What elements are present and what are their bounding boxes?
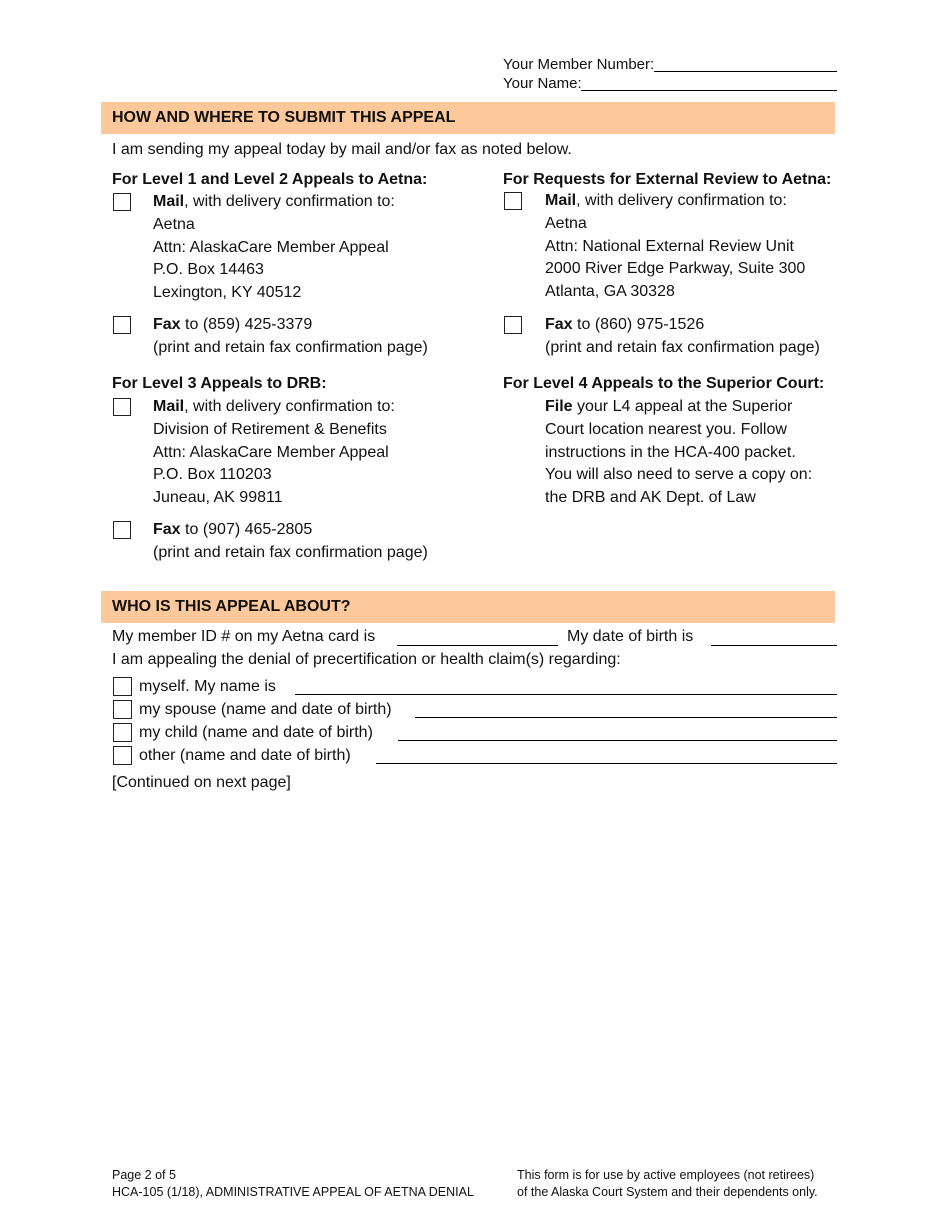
instruction-line: your L4 appeal at the Superior [572,398,793,415]
fax-label: Fax [545,316,573,333]
level3-fax-checkbox[interactable] [113,521,131,539]
member-number-field[interactable] [654,71,837,72]
external-mail-block [545,190,805,304]
child-field[interactable] [398,740,837,741]
spouse-field[interactable] [415,717,837,718]
fax-label: Fax [153,521,181,538]
level3-heading: For Level 3 Appeals to DRB: [112,375,327,392]
level3-fax-block [153,519,428,565]
address-line: Lexington, KY 40512 [153,284,302,302]
footer-left [112,1167,474,1201]
address-line: P.O. Box 14463 [153,261,264,279]
member-id-field[interactable] [397,645,558,646]
address-line: P.O. Box 110203 [153,466,272,484]
dob-label: My date of birth is [567,628,694,645]
address-line: Aetna [545,214,587,232]
mail-label: Mail [545,192,577,209]
address-line: Juneau, AK 99811 [153,489,283,507]
file-label: File [545,398,573,415]
external-fax-block [545,314,820,360]
instruction-line: instructions in the HCA-400 packet. [545,443,796,461]
dob-field[interactable] [711,645,837,646]
level12-fax-block [153,314,428,360]
external-mail-checkbox[interactable] [504,192,522,210]
external-heading: For Requests for External Review to Aetna: [503,171,832,188]
external-fax-checkbox[interactable] [504,316,522,334]
myself-name-field[interactable] [295,694,837,695]
section-title: HOW AND WHERE TO SUBMIT THIS APPEAL [112,109,456,126]
address-line: Attn: AlaskaCare Member Appeal [153,238,389,256]
level4-instructions [545,396,812,510]
level12-mail-block [153,191,395,305]
other-field[interactable] [376,763,837,764]
fax-number: to (860) 975-1526 [572,316,705,333]
level4-heading: For Level 4 Appeals to the Superior Court: [503,375,825,392]
section-header-who [101,591,835,623]
level12-fax-checkbox[interactable] [113,316,131,334]
child-checkbox[interactable] [113,723,132,742]
address-line: Atlanta, GA 30328 [545,283,675,301]
member-id-label: My member ID # on my Aetna card is [112,628,376,645]
continued-note: [Continued on next page] [112,774,291,791]
footer-right [517,1167,818,1201]
instruction-line: You will also need to serve a copy on: [545,466,813,484]
level12-mail-checkbox[interactable] [113,193,131,211]
page-number: Page 2 of 5 [112,1168,176,1182]
spouse-label: my spouse (name and date of birth) [139,701,392,718]
mail-label: Mail [153,193,185,210]
appealing-text: I am appealing the denial of precertification or health claim(s) regarding: [112,651,621,668]
intro-text: I am sending my appeal today by mail and/or fax as noted below. [112,141,572,158]
address-line: Aetna [153,215,195,233]
fax-number: to (907) 465-2805 [180,521,313,538]
fax-number: to (859) 425-3379 [180,316,313,333]
instruction-line: the DRB and AK Dept. of Law [545,489,756,507]
other-checkbox[interactable] [113,746,132,765]
level12-heading: For Level 1 and Level 2 Appeals to Aetna: [112,171,428,188]
level3-mail-block [153,396,395,510]
spouse-checkbox[interactable] [113,700,132,719]
myself-checkbox[interactable] [113,677,132,696]
fax-note: (print and retain fax confirmation page) [545,338,820,356]
footer-note: This form is for use by active employees (not retirees) [517,1168,815,1182]
mail-instruction: , with delivery confirmation to: [184,193,395,210]
other-label: other (name and date of birth) [139,747,351,764]
level3-mail-checkbox[interactable] [113,398,131,416]
section-title: WHO IS THIS APPEAL ABOUT? [112,598,351,615]
mail-instruction: , with delivery confirmation to: [184,398,395,415]
member-number-label: Your Member Number: [503,56,655,73]
footer-note: of the Alaska Court System and their dependents only. [517,1185,818,1199]
fax-note: (print and retain fax confirmation page) [153,338,428,356]
mail-instruction: , with delivery confirmation to: [576,192,787,209]
name-label: Your Name: [503,75,582,92]
name-field[interactable] [581,90,837,91]
address-line: Division of Retirement & Benefits [153,420,387,438]
instruction-line: Court location nearest you. Follow [545,420,787,438]
address-line: Attn: AlaskaCare Member Appeal [153,443,389,461]
address-line: Attn: National External Review Unit [545,237,794,255]
address-line: 2000 River Edge Parkway, Suite 300 [545,260,806,278]
form-id: HCA-105 (1/18), ADMINISTRATIVE APPEAL OF AETNA DENIAL [112,1185,474,1199]
section-header-submit [101,102,835,134]
mail-label: Mail [153,398,185,415]
child-label: my child (name and date of birth) [139,724,373,741]
fax-note: (print and retain fax confirmation page) [153,543,428,561]
fax-label: Fax [153,316,181,333]
myself-label: myself. My name is [139,678,276,695]
